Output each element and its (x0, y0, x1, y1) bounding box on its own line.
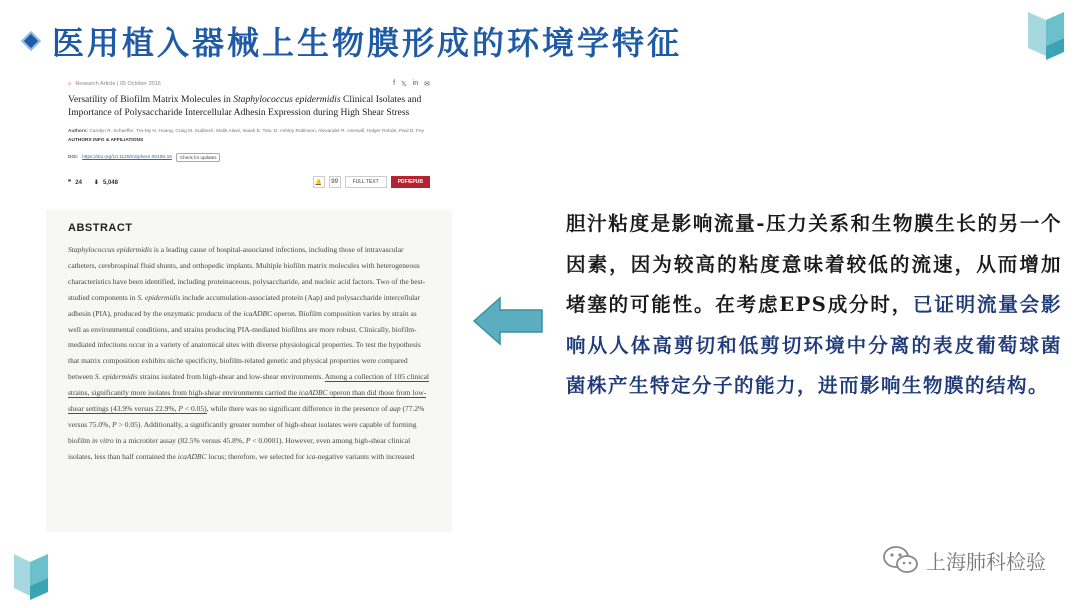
email-icon[interactable]: ✉ (424, 80, 430, 88)
abstract-section (46, 210, 452, 465)
download-icon: ⬇ (93, 179, 99, 186)
slide-title: 医用植入器械上生物膜形成的环境学特征 (52, 24, 683, 62)
paragraph-plain: 胆汁粘度是影响流量-压力关系和生物膜生长的另一个因素，因为较高的粘度意味着较低的流速，从而增加堵塞的可能性。在考虑EPS成分时， (566, 212, 1062, 316)
paragraph-highlight: 已证明流量会影响从人体高剪切和低剪切环境中分离的表皮葡萄球菌菌株产生特定分子的能力，进而影响生物膜的结构。 (566, 293, 1062, 397)
wechat-icon (882, 545, 920, 575)
quote-icon: ❞ (68, 179, 72, 186)
brand-logo-icon (12, 548, 52, 600)
paper-screenshot (46, 70, 452, 532)
pdf-epub-button[interactable]: PDF/EPUB (391, 176, 430, 188)
cite-button[interactable]: 99 (329, 176, 341, 188)
article-meta (68, 79, 430, 88)
full-text-button[interactable]: FULL TEXT (345, 176, 387, 188)
facebook-icon[interactable]: f (393, 79, 396, 87)
article-title: Versatility of Biofilm Matrix Molecules in Staphylococcus epidermidis Clinical Isolates and Importance of Polysaccharide Intercellular Adhesin Expression during High Shear Stress (68, 94, 422, 118)
linkedin-icon[interactable]: in (412, 79, 419, 87)
alert-bell-button[interactable]: 🔔 (313, 176, 325, 188)
article-actions (313, 176, 430, 188)
download-count: ⬇ 5,048 (93, 179, 118, 186)
check-updates-badge[interactable]: Check for updates (176, 153, 221, 162)
watermark-text: 上海肺科检验 (926, 549, 1046, 574)
citation-count: ❞ 24 (68, 179, 82, 186)
authors-info-link[interactable]: AUTHORS INFO & AFFILIATIONS (68, 138, 144, 144)
author-list: Authors: Carolyn R. Schaeffer, Tra-My N. Hoang, Craig M. Sudbeck, Malik Alawi, Isaiah E. Tolo, D. Ashley Robinson, Alexander R. Horswill, Holger Rohde, Paul D. Fey AUTHORS INFO & AFFILIATIONS (68, 129, 425, 144)
abstract-text: Staphylococcus epidermidis is a leading cause of hospital-associated infections, including those of intravascular catheters, cerebrospinal fluid shunts, and orthopedic implants. Multiple biofilm matrix molecules with heterogeneous characteristics have been identified, including proteinaceous, polysaccharide, and nucleic acid factors. Two of the best-studied components in S. epidermidis include accumulation-associated protein (Aap) and polysaccharide intercellular adhesin (PIA), produced by the enzymatic products of the icaADBC operon. Biofilm composition varies by strain as well as environmental conditions, and strains producing PIA-mediated biofilms are more robust. Clinically, biofilm-mediated infections occur in a variety of anatomical sites with diverse physiological properties. To test the hypothesis that matrix composition exhibits niche specificity, biofilm-related genetic and physical properties were compared between S. epidermidis strains isolated from high-shear and low-shear environments. Among a collection of 105 clinical strains, significantly more isolates from high-shear environments carried the icaADBC operon than did those from low-shear settings (43.9% versus 22.9%, P < 0.05), while there was no significant difference in the presence of aap (77.2% versus 75.0%, P > 0.05). Additionally, a significantly greater number of high-shear isolates were capable of forming biofilm in vitro in a microtiter assay (82.5% versus 45.8%, P < 0.0001). However, even among high-shear clinical isolates, less than half contained the icaADBC locus; therefore, we selected for ica-negative variants with increased (68, 245, 429, 461)
paper-header (46, 70, 452, 210)
twitter-icon[interactable]: 𝕏 (401, 80, 407, 88)
brand-logo-icon (1024, 8, 1068, 60)
doi-link[interactable]: https://doi.org/10.1128/mSphere.00165-16 (82, 155, 172, 161)
wechat-watermark (882, 538, 1046, 582)
diamond-bullet-icon (21, 31, 41, 51)
share-icons (393, 80, 430, 88)
left-arrow-icon (472, 296, 544, 346)
article-type-date: Research Article | 05 October 2016 (75, 80, 161, 87)
slide-title-bar (24, 18, 682, 64)
home-icon[interactable]: ⌂ (68, 80, 72, 87)
doi-line: DOI: https://doi.org/10.1128/mSphere.00165-16 Check for updates (68, 153, 430, 162)
highlighted-finding: Among a collection of 105 clinical strains, significantly more isolates from high-shear environments carried the icaADBC operon than did those from low-shear settings (43.9% versus 22.9%, P < 0.05) (68, 372, 429, 414)
abstract-heading: ABSTRACT (68, 222, 133, 234)
article-stats (68, 176, 430, 188)
explanation-paragraph (566, 204, 1062, 407)
